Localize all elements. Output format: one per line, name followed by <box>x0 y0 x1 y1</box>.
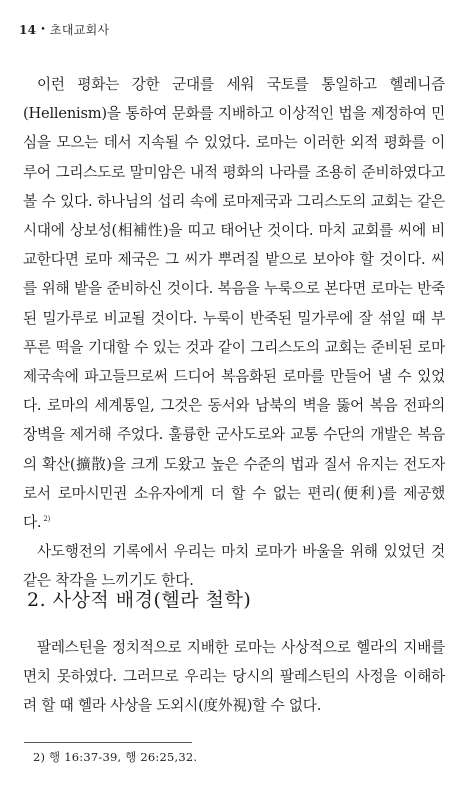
section-heading: 2. 사상적 배경(헬라 철학) <box>27 589 252 611</box>
running-head <box>19 21 109 38</box>
running-head-separator: • <box>40 24 46 35</box>
paragraph <box>23 70 445 537</box>
footnote-reference[interactable]: 2) <box>43 515 51 524</box>
footnote-divider <box>24 742 192 743</box>
paragraph: 팔레스틴을 정치적으로 지배한 로마는 사상적으로 헬라의 지배를 면치 못하였다. 그러므로 우리는 당시의 팔레스틴의 사정을 이해하려 할 때 헬라 사상을 도외시(度外視)할 수 없다. <box>23 639 445 715</box>
paragraph-text: 이런 평화는 강한 군대를 세워 국토를 통일하고 헬레니즘(Hellenism)을 통하여 문화를 지배하고 이상적인 법을 제정하여 민심을 모으는 데서 지속될 수 있었다. 로마는 이러한 외적 평화를 이루어 그리스도로 말미암은 내적 평화의 나라를 조용히 준비하였다고 볼 수 있다. 하나님의 섭리 속에 로마제국과 그리스도의 교회는 같은 시대에 상보성(相補性)을 띠고 태어난 것이다. 마치 교회를 씨에 비교한다면 로마 제국은 그 씨가 뿌려질 밭으로 보아야 할 것이다. 씨를 위해 밭을 준비하신 것이다. 복음을 누룩으로 본다면 로마는 반죽된 밀가루로 비교될 것이다. 누룩이 반죽된 밀가루에 잘 섞일 때 부푸른 떡을 기대할 수 있는 것과 같이 그리스도의 교회는 준비된 로마제국속에 파고들므로써 드디어 복음화된 로마를 만들어 낼 수 있었다. 로마의 세계통일, 그것은 동서와 남북의 벽을 뚫어 복음 전파의 장벽을 제거해 주었다. 훌륭한 군사도로와 교통 수단의 개발은 복음의 확산(擴散)을 크게 도왔고 높은 수준의 법과 질서 유지는 전도자로서 로마시민권 소유자에게 더 할 수 없는 편리(便利)를 제공했다. <box>23 76 445 532</box>
running-head-title: 초대교회사 <box>49 23 110 37</box>
section-body <box>23 633 445 721</box>
body-text <box>23 70 445 596</box>
paragraph: 사도행전의 기록에서 우리는 마치 로마가 바울을 위해 있었던 것 같은 착각을 느끼기도 한다. <box>23 543 445 590</box>
footnote: 2) 행 16:37-39, 행 26:25,32. <box>33 750 198 764</box>
page-number: 14 <box>19 22 37 37</box>
